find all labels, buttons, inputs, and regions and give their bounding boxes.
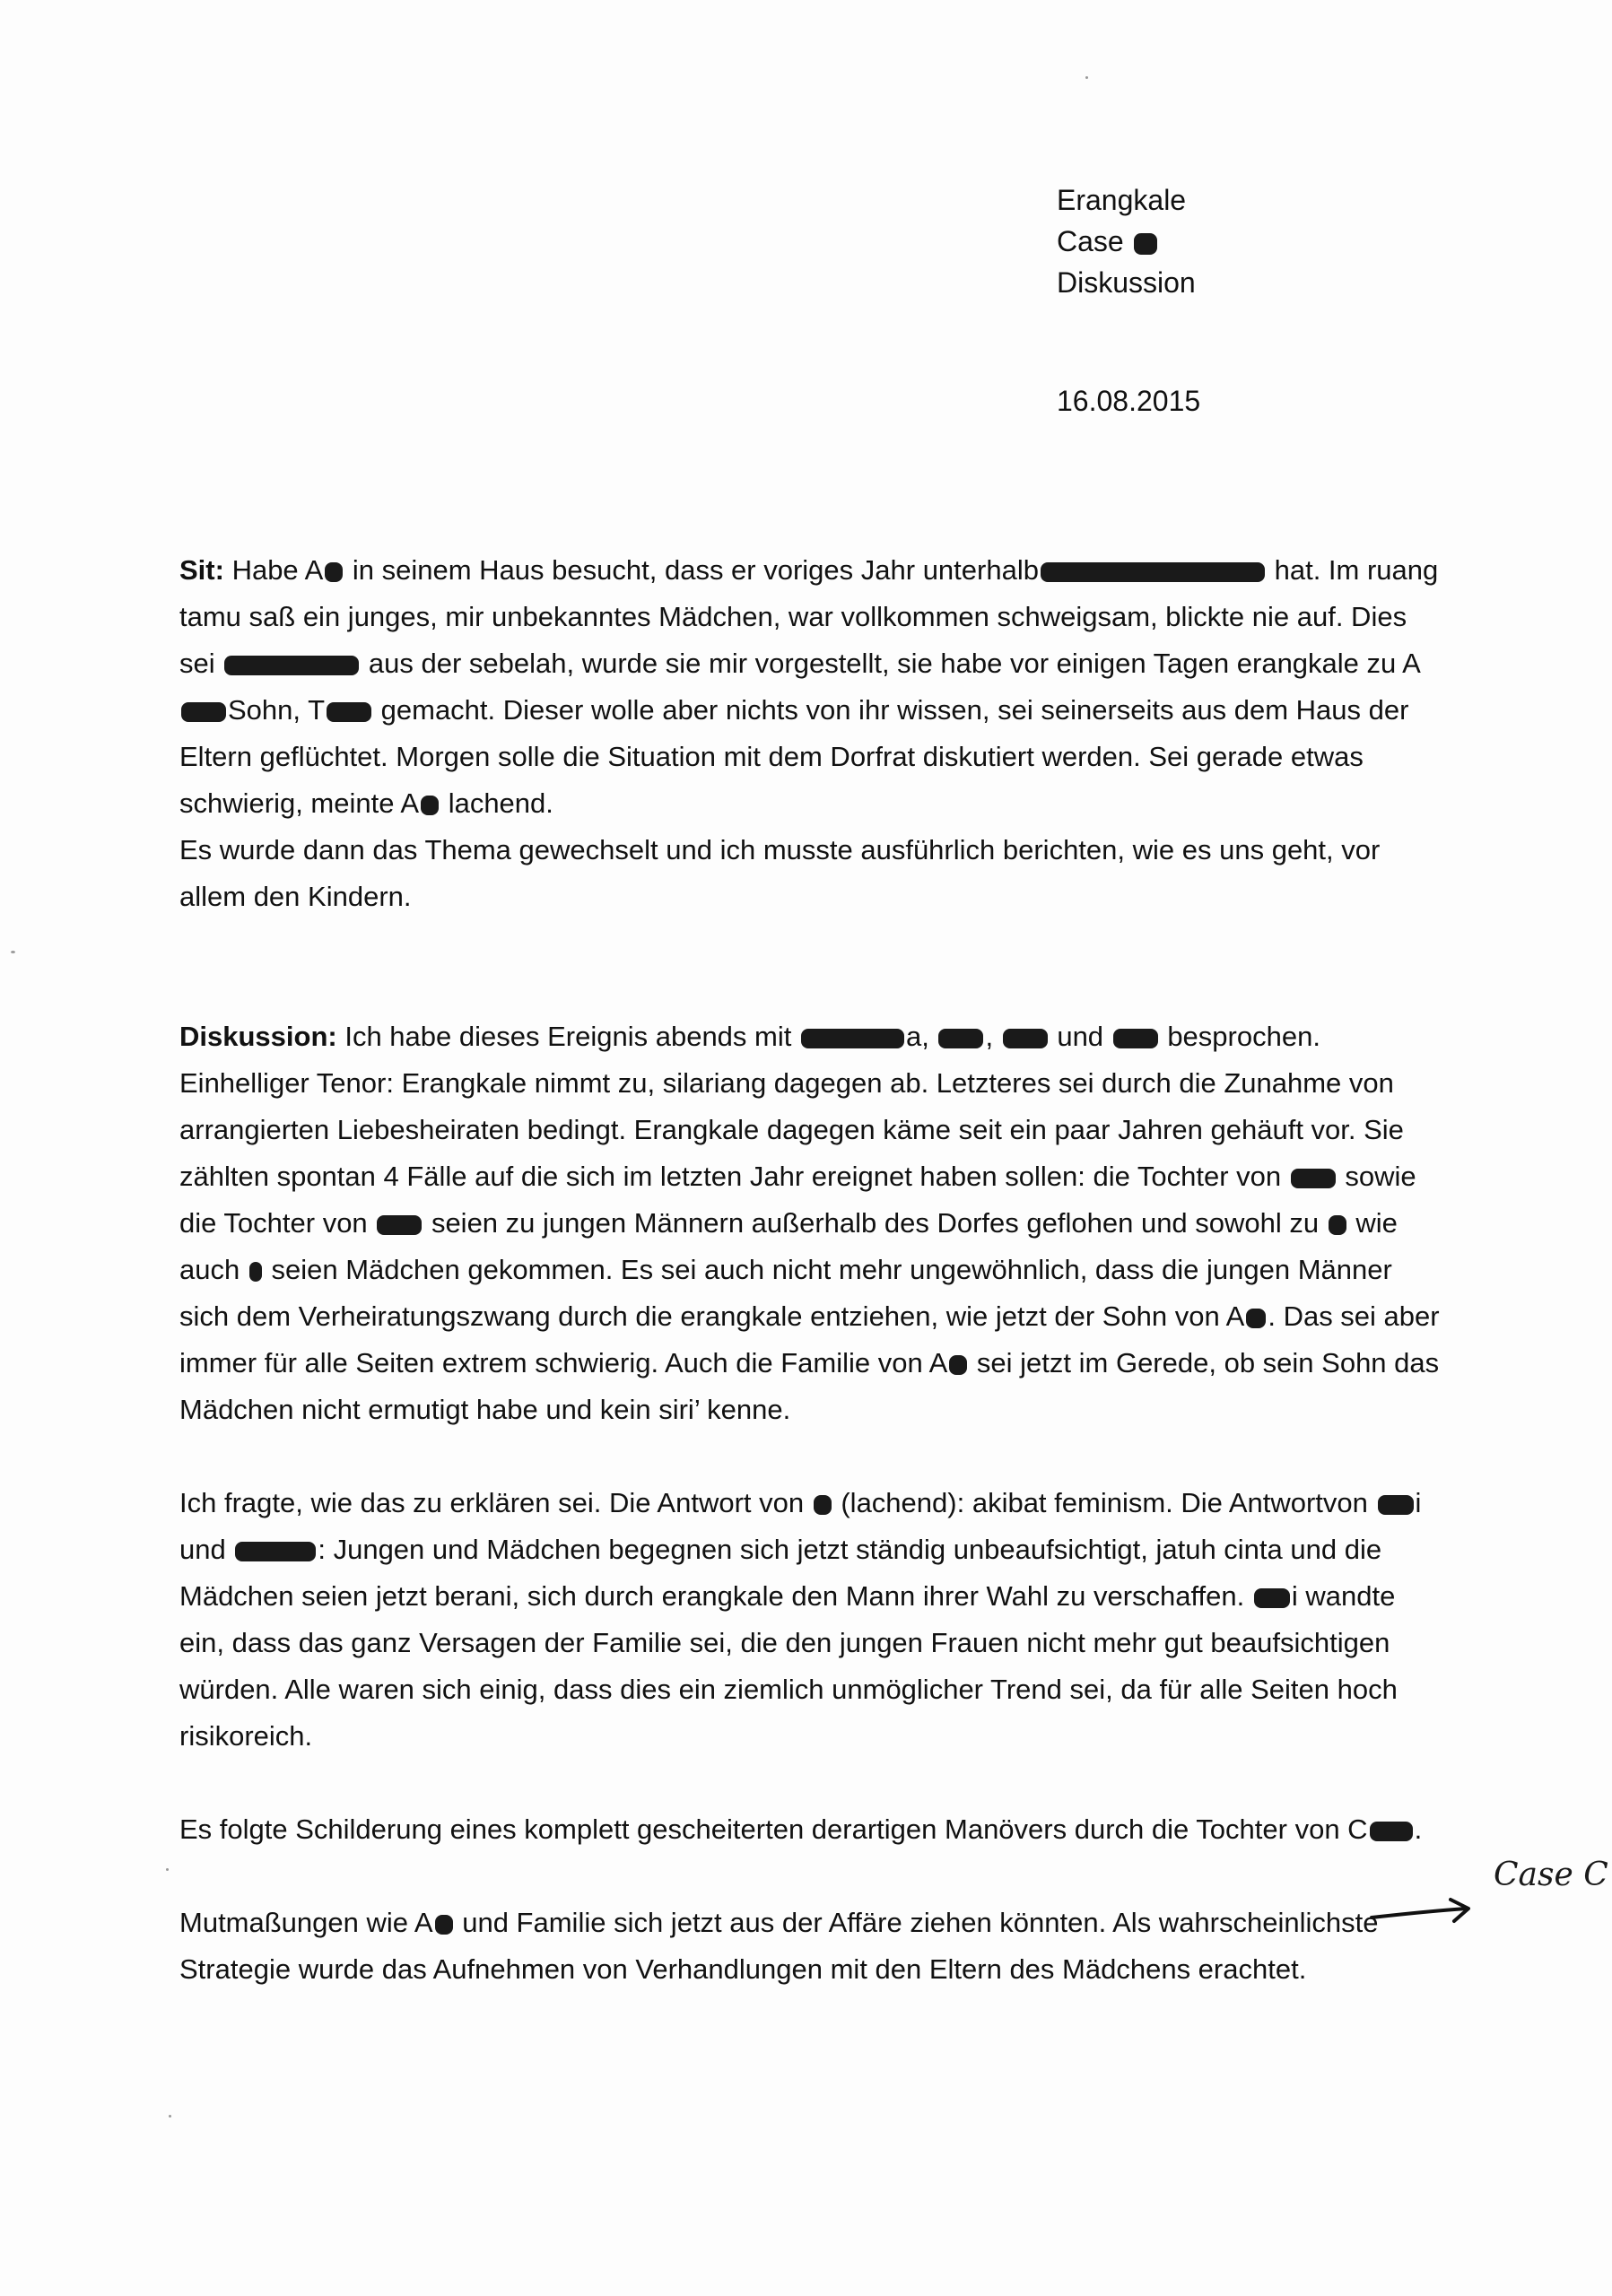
header-title: Erangkale (1057, 184, 1187, 216)
text-run: besprochen. Einhelliger Tenor: Erangkale nimmt zu, silariang dagegen ab. Letzteres sei durch die Zunahme von arrangierten Liebesheiraten bedingt. Erangkale dagegen käme seit ein paar Jahren gehäuft vor. Sie zählten spontan 4 Fälle auf die sich im letzten Jahr ereignet haben sollen: die Tochter von (179, 1021, 1404, 1192)
text-run: (lachend): akibat feminism. Die Antwortvon (841, 1487, 1368, 1518)
redaction-mark (1113, 1029, 1158, 1048)
handwritten-arrow-icon (1368, 1894, 1476, 1930)
redaction-mark (1246, 1309, 1266, 1328)
scan-speck (11, 951, 15, 953)
text-run: Sohn, T (228, 694, 326, 726)
redaction-mark (435, 1915, 453, 1935)
redaction-mark (1378, 1495, 1414, 1515)
text-run: lachend. (448, 787, 553, 819)
text-run: i wandte ein, dass das ganz Versagen der Familie sei, die den jungen Frauen nicht mehr gut beaufsichtigen würden. Alle waren sich einig, dass dies ein ziemlich unmöglicher Trend sei, da für alle Seiten hoch risikoreich. (179, 1580, 1398, 1752)
redaction-mark (801, 1029, 904, 1048)
redaction-mark (1254, 1588, 1290, 1608)
text-run: sowie die Tochter von (179, 1161, 1416, 1239)
text-run: Es folgte Schilderung eines komplett gescheiterten derartigen Manövers durch die Tochter von C (179, 1813, 1368, 1845)
handwritten-annotation: Case C (1494, 1857, 1608, 1893)
text-run: wie auch (179, 1207, 1398, 1285)
paragraph-sit-cont (179, 827, 1444, 920)
redaction-mark (181, 702, 226, 722)
header-case-label: Case (1057, 225, 1124, 257)
text-run: seien Mädchen gekommen. Es sei auch nicht mehr ungewöhnlich, dass die jungen Männer sich dem Verheiratungszwang durch die erangkale entziehen, wie jetzt der Sohn von A (179, 1254, 1392, 1332)
text-run: gemacht. Dieser wolle aber nichts von ihr wissen, sei seinerseits aus dem Haus der Eltern geflüchtet. Morgen solle die Situation mit dem Dorfrat diskutiert werden. Sei gerade etwas schwierig, meinte A (179, 694, 1409, 819)
redaction-mark (1291, 1169, 1336, 1188)
text-run: Es wurde dann das Thema gewechselt und ich musste ausführlich berichten, wie es uns geht, vor allem den Kindern. (179, 834, 1381, 912)
text-run: i und (179, 1487, 1422, 1565)
text-run: aus der sebelah, wurde sie mir vorgestellt, sie habe vor einigen Tagen erangkale zu A (368, 648, 1421, 679)
scan-speck (166, 1868, 169, 1871)
text-run: . (1414, 1813, 1423, 1845)
text-run: Habe A (231, 554, 324, 586)
scan-speck (169, 2115, 171, 2118)
redaction-mark (327, 702, 371, 722)
redaction-mark (1134, 233, 1157, 255)
sit-label: Sit: (179, 554, 224, 586)
paragraph-sit (179, 547, 1444, 827)
redaction-mark (224, 656, 359, 675)
redaction-mark (1370, 1822, 1413, 1841)
header-subtitle: Diskussion (1057, 266, 1196, 299)
document-header (1057, 179, 1196, 303)
text-run: Mutmaßungen wie A (179, 1907, 433, 1938)
redaction-mark (949, 1355, 967, 1375)
text-run: sei jetzt im Gerede, ob sein Sohn das Mädchen nicht ermutigt habe und kein siri’ kenne. (179, 1347, 1440, 1425)
text-run: Ich habe dieses Ereignis abends mit (344, 1021, 792, 1052)
redaction-mark (814, 1495, 832, 1515)
redaction-mark (421, 796, 439, 815)
scan-speck (1085, 76, 1088, 79)
document-body (179, 547, 1444, 1993)
text-run: seien zu jungen Männern außerhalb des Dorfes geflohen und sowohl zu (431, 1207, 1320, 1239)
paragraph-question (179, 1480, 1444, 1760)
redaction-mark (249, 1262, 262, 1282)
text-run: hat. Im ruang tamu saß ein junges, mir unbekanntes Mädchen, war vollkommen schweigsam, blickte nie auf. Dies sei (179, 554, 1439, 679)
paragraph-diskussion: Diskussion: Ich habe dieses Ereignis abends mit a, , und besprochen. Einhelliger Tenor: Erangkale nimmt zu, silariang dagegen ab. Letzteres sei durch die Zunahme von arrangierten Liebesheiraten bedingt. Erangkale dagegen käme seit ein paar Jahren gehäuft vor. Sie zählten spontan 4 Fälle auf die sich im letzten Jahr ereignet haben sollen: die Tochter von sowie die Tochter von seien zu jungen Männern außerhalb des Dorfes geflohen und sowohl zu wie auch seien Mädchen gekommen. Es sei auch nicht mehr ungewöhnlich, dass die jungen Männer sich dem Verheiratungszwang durch die erangkale entziehen, wie jetzt der Sohn von A . Das sei aber immer für alle Seiten extrem schwierig. Auch die Familie von A sei jetzt im Gerede, ob sein Sohn das Mädchen nicht ermutigt habe und kein siri’ kenne. (179, 1021, 1440, 1425)
document-date: 16.08.2015 (1057, 385, 1201, 417)
text-run: in seinem Haus besucht, dass er voriges Jahr unterhalb (352, 554, 1039, 586)
redaction-mark (325, 562, 343, 582)
text-run: : Jungen und Mädchen begegnen sich jetzt ständig unbeaufsichtigt, jatuh cinta und die Mädchen seien jetzt berani, sich durch erangkale den Mann ihrer Wahl zu verschaffen. (179, 1534, 1382, 1612)
redaction-mark (377, 1215, 422, 1235)
text-run: und (1057, 1021, 1104, 1052)
redaction-mark (938, 1029, 983, 1048)
text-run: . Das sei aber immer für alle Seiten extrem schwierig. Auch die Familie von A (179, 1300, 1440, 1378)
diskussion-label: Diskussion: (179, 1021, 337, 1052)
redaction-mark (235, 1542, 316, 1561)
paragraph-manoever (179, 1806, 1444, 1853)
redaction-mark (1329, 1215, 1346, 1235)
text-run: a, (905, 1021, 929, 1052)
text-run: und Familie sich jetzt aus der Affäre ziehen könnten. Als wahrscheinlichste Strategie wurde das Aufnehmen von Verhandlungen mit den Eltern des Mädchens erachtet. (179, 1907, 1379, 1985)
header-case (1057, 221, 1196, 262)
redaction-mark (1041, 562, 1265, 582)
redaction-mark (1003, 1029, 1048, 1048)
text-run: Ich fragte, wie das zu erklären sei. Die Antwort von (179, 1487, 805, 1518)
paragraph-mutmassungen (179, 1900, 1444, 1993)
